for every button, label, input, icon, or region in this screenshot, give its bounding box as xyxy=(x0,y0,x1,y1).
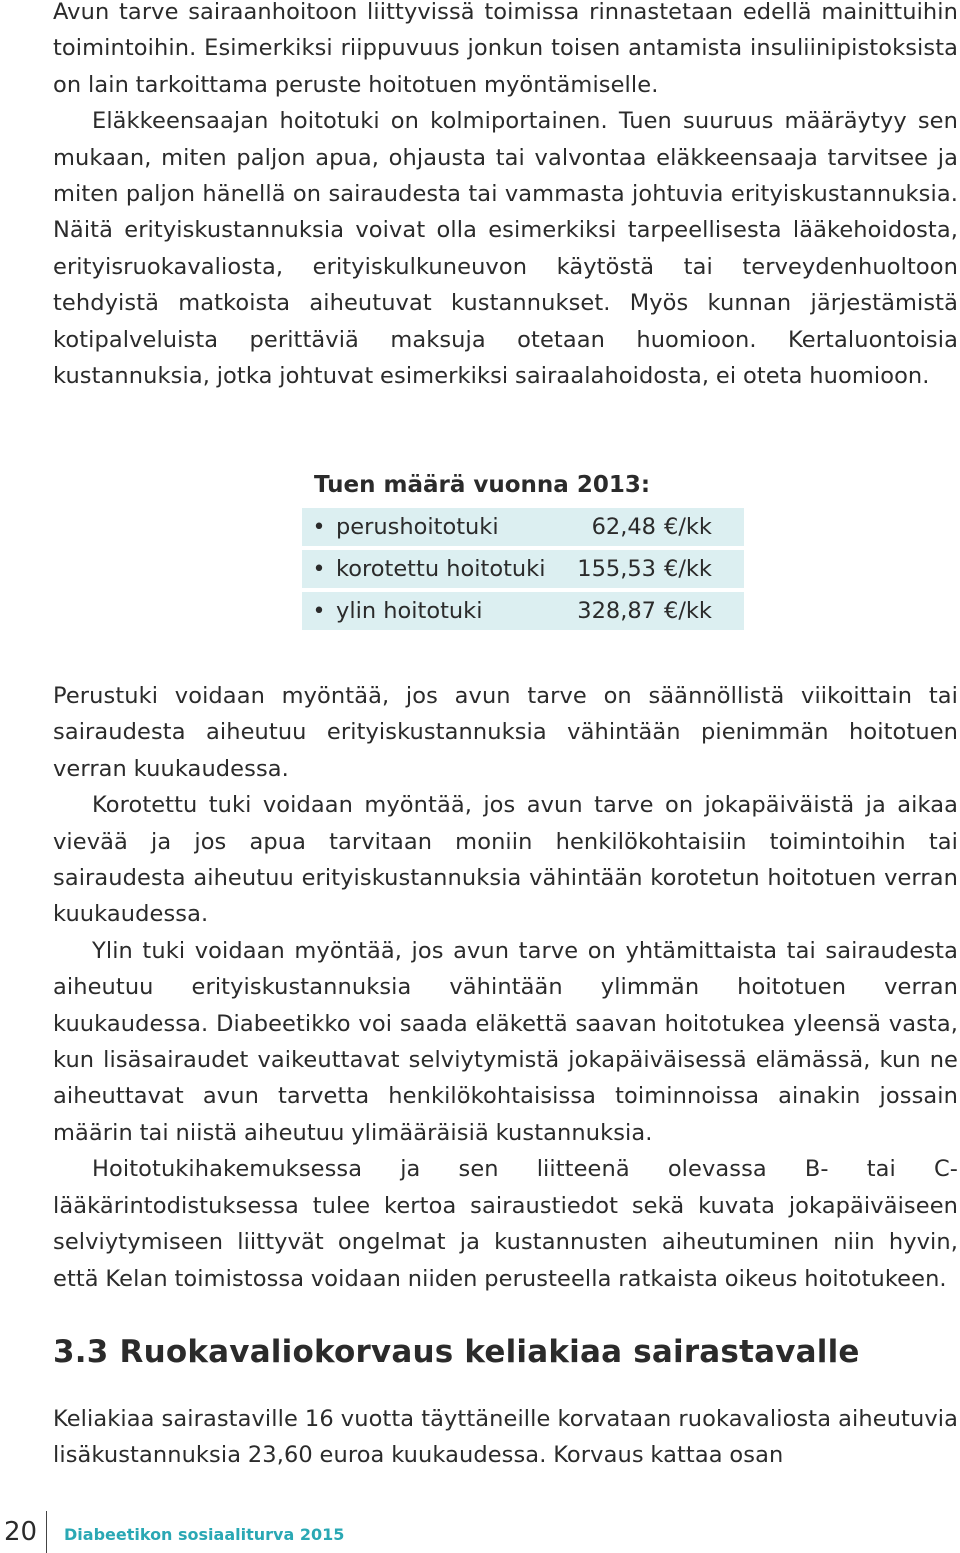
page-number: 20 xyxy=(4,1517,38,1547)
section-text xyxy=(53,1401,958,1474)
bullet-icon: • xyxy=(312,556,326,582)
publication-title: Diabeetikon sosiaaliturva 2015 xyxy=(64,1525,345,1544)
paragraph-application: Hoitotukihakemuksessa ja sen liitteenä olevassa B- tai C-lääkärintodistuksessa tulee kertoa sairaustiedot sekä kuvata jokapäiväiseen selviytymiseen liittyvät ongelmat ja kustannusten aiheutuminen niin hyvin, että Kelan toimistossa voidaan niiden perusteella ratkaista oikeus hoitotukeen. xyxy=(53,1156,958,1292)
support-row-label: korotettu hoitotuki xyxy=(336,556,546,582)
support-row-increased xyxy=(302,550,744,588)
bullet-icon: • xyxy=(312,598,326,624)
support-row-unit: €/kk xyxy=(664,556,712,582)
bullet-icon: • xyxy=(312,514,326,540)
support-row-amount: 328,87 xyxy=(577,598,656,624)
body-text xyxy=(53,678,958,1297)
section-heading: 3.3 Ruokavaliokorvaus keliakiaa sairastavalle xyxy=(53,1334,860,1370)
support-row-amount: 62,48 xyxy=(591,514,656,540)
support-row-highest xyxy=(302,592,744,630)
paragraph-highest-support: Ylin tuki voidaan myöntää, jos avun tarve on yhtämittaista tai sairaudesta aiheutuu erityiskustannuksia vähintään ylimmän hoitotuen verran kuukaudessa. Diabeetikko voi saada eläkettä saavan hoitotukea yleensä vasta, kun lisäsairaudet vaikeuttavat selviytymistä jokapäiväisessä elämässä, kun ne aiheuttavat avun tarvetta henkilökohtaisissa toiminnoissa ainakin jossain määrin tai niistä aiheutuu ylimääräisiä kustannuksia. xyxy=(53,937,958,1146)
intro-text xyxy=(53,0,958,394)
support-row-label: ylin hoitotuki xyxy=(336,598,483,624)
support-box-title: Tuen määrä vuonna 2013: xyxy=(314,472,651,498)
support-amounts-box xyxy=(302,466,744,634)
paragraph-basic-support: Perustuki voidaan myöntää, jos avun tarve on säännöllistä viikoittain tai sairaudesta aiheutuu erityiskustannuksia vähintään pienimmän hoitotuen verran kuukaudessa. xyxy=(53,683,958,782)
paragraph-celiac: Keliakiaa sairastaville 16 vuotta täyttäneille korvataan ruokavaliosta aiheutuvia lisäkustannuksia 23,60 euroa kuukaudessa. Korvaus kattaa osan xyxy=(53,1406,958,1469)
support-row-basic xyxy=(302,508,744,546)
paragraph-intro-1: Avun tarve sairaanhoitoon liittyvissä toimissa rinnastetaan edellä mainittuihin toimintoihin. Esimerkiksi riippuvuus jonkun toisen antamista insuliinipistoksista on lain tarkoittama peruste hoitotuen myöntämiselle. xyxy=(53,0,958,98)
support-row-unit: €/kk xyxy=(664,514,712,540)
paragraph-intro-2: Eläkkeensaajan hoitotuki on kolmiportainen. Tuen suuruus määräytyy sen mukaan, miten paljon apua, ohjausta tai valvontaa eläkkeensaaja tarvitsee ja miten paljon hänellä on sairaudesta tai vammasta johtuvia erityiskustannuksia. Näitä erityiskustannuksia voivat olla esimerkiksi tarpeellisesta lääkehoidosta, erityisruokavaliosta, erityiskulkuneuvon käytöstä tai terveydenhuoltoon tehdyistä matkoista aiheutuvat kustannukset. Myös kunnan järjestämistä kotipalveluista perittäviä maksuja otetaan huomioon. Kertaluontoisia kustannuksia, jotka johtuvat esimerkiksi sairaalahoidosta, ei oteta huomioon. xyxy=(53,108,958,390)
footer-divider xyxy=(46,1511,47,1553)
support-row-unit: €/kk xyxy=(664,598,712,624)
support-row-amount: 155,53 xyxy=(577,556,656,582)
paragraph-increased-support: Korotettu tuki voidaan myöntää, jos avun tarve on jokapäiväistä ja aikaa vievää ja jos apua tarvitaan moniin henkilökohtaisiin toimintoihin tai sairaudesta aiheutuu erityiskustannuksia vähintään korotetun hoitotuen verran kuukaudessa. xyxy=(53,792,958,928)
support-row-label: perushoitotuki xyxy=(336,514,499,540)
page-footer xyxy=(0,1511,400,1553)
